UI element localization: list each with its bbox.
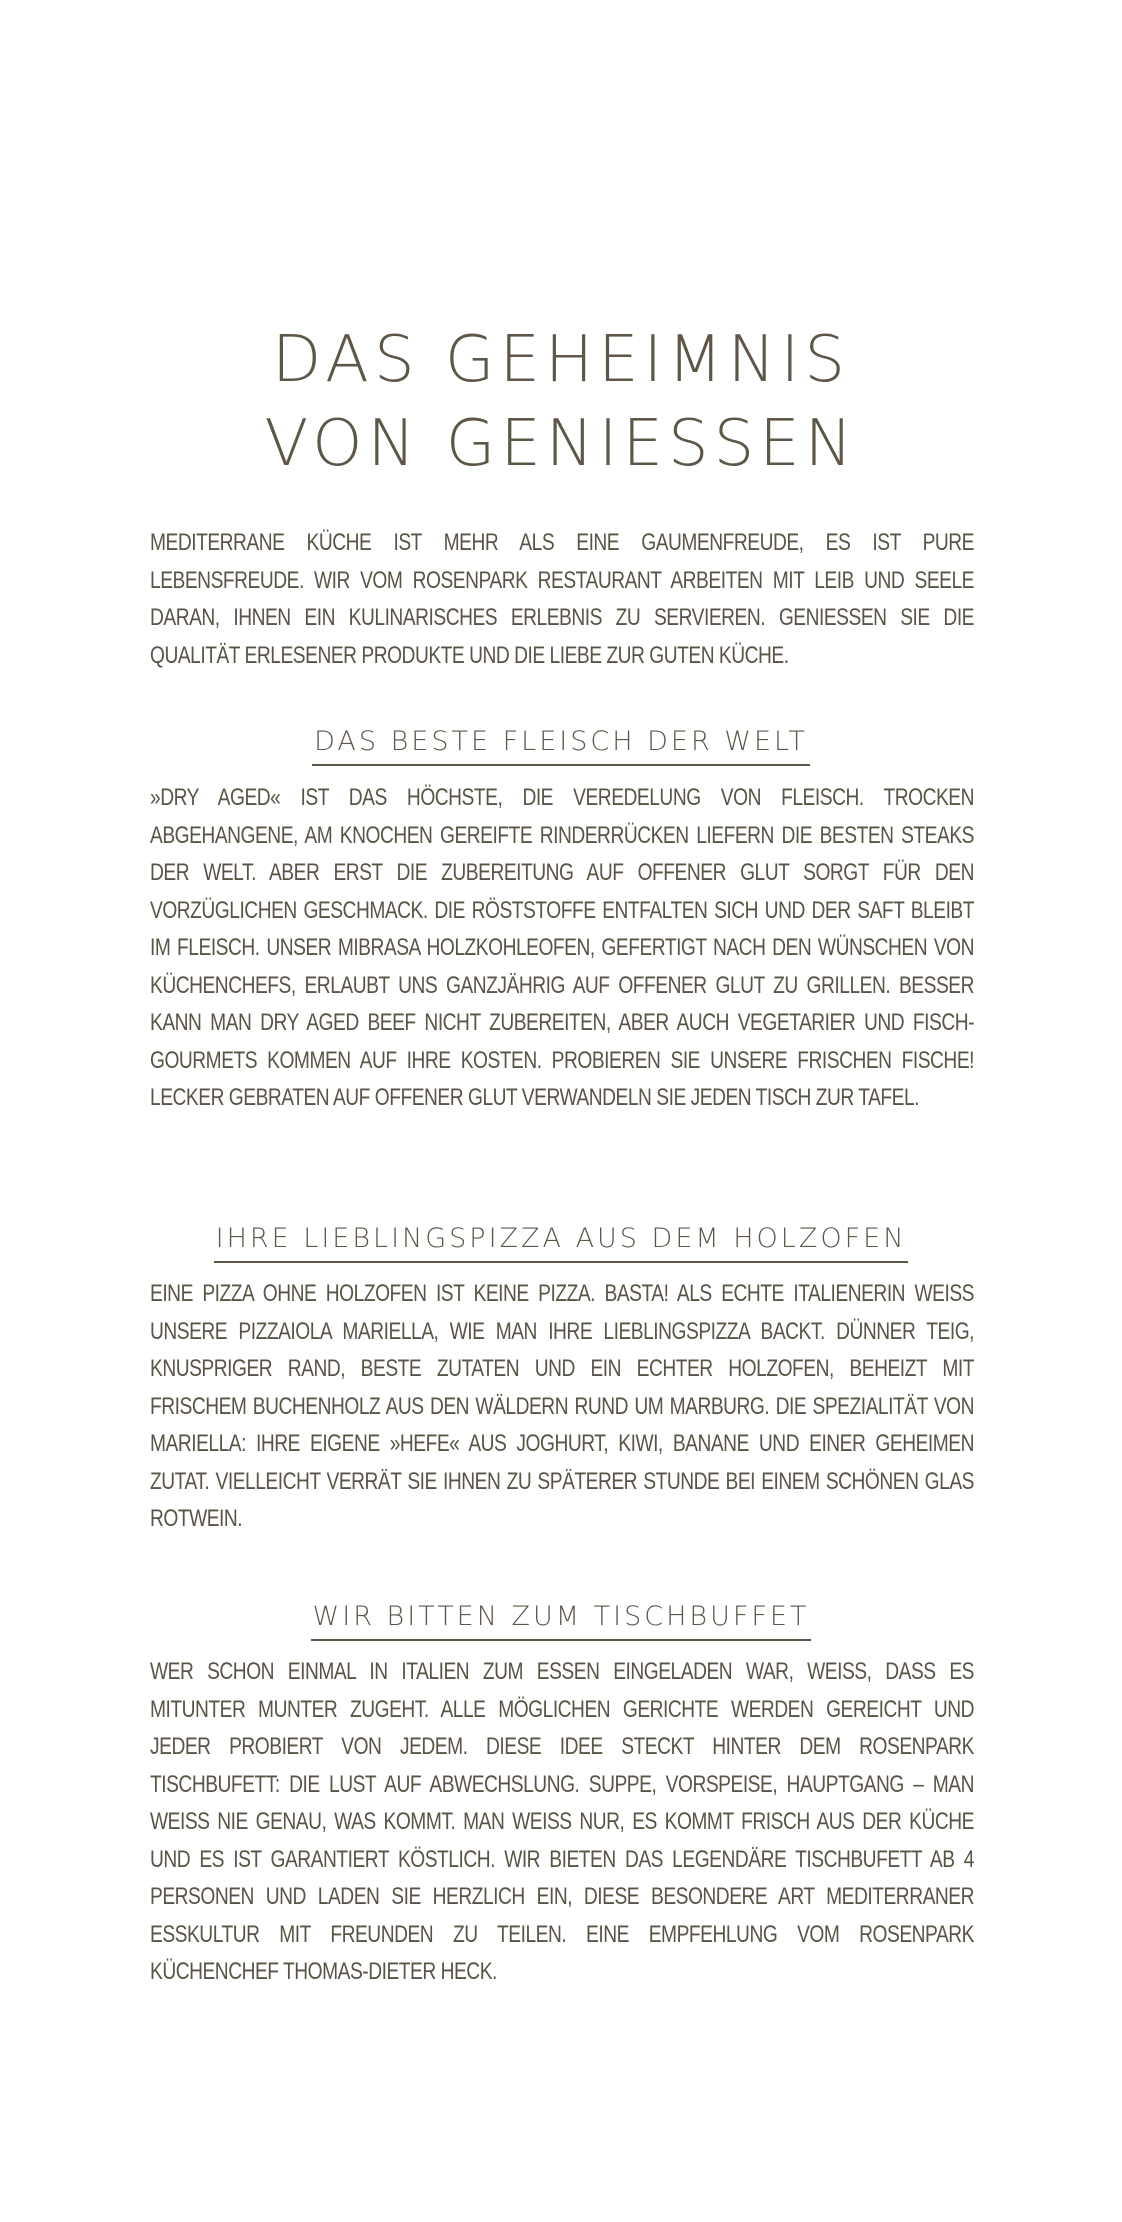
section-heading-fleisch [0,722,1122,766]
section-text-block-pizza [150,1275,974,1538]
section-text-block-fleisch [150,779,974,1117]
section-heading-tischbuffet-label: WIR BITTEN ZUM TISCHBUFFET [311,1597,812,1641]
section-heading-pizza-label: IHRE LIEBLINGSPIZZA AUS DEM HOLZOFEN [214,1219,909,1263]
page-title-line-1: DAS GEHEIMNIS [272,323,850,397]
intro-text: MEDITERRANE KÜCHE IST MEHR ALS EINE GAUMENFREUDE, ES IST PURE LEBENSFREUDE. WIR VOM ROSENPARK RESTAURANT ARBEITEN MIT LEIB UND SEELE DARAN, IHNEN EIN KULINARISCHES ERLEBNIS ZU SERVIEREN. GENIESSEN SIE DIE QUALITÄT ERLESENER PRODUKTE UND DIE LIEBE ZUR GUTEN KÜCHE. [150,529,974,669]
section-text-tischbuffet: WER SCHON EINMAL IN ITALIEN ZUM ESSEN EINGELADEN WAR, WEISS, DASS ES MITUNTER MUNTER ZUGEHT. ALLE MÖGLICHEN GERICHTE WERDEN GEREICHT UND JEDER PROBIERT VON JEDEM. DIESE IDEE STECKT HINTER DEM ROSENPARK TISCHBUFETT: DIE LUST AUF ABWECHSLUNG. SUPPE, VORSPEISE, HAUPTGANG – MAN WEISS NIE GENAU, WAS KOMMT. MAN WEISS NUR, ES KOMMT FRISCH AUS DER KÜCHE UND ES IST GARANTIERT KÖSTLICH. WIR BIETEN DAS LEGENDÄRE TISCHBUFETT AB 4 PERSONEN UND LADEN SIE HERZLICH EIN, DIESE BESONDERE ART MEDITERRANER ESSKULTUR MIT FREUNDEN ZU TEILEN. EINE EMPFEHLUNG VOM ROSENPARK KÜCHENCHEF THOMAS-DIETER HECK. [150,1658,974,1985]
intro-block [150,524,974,674]
section-heading-fleisch-label: DAS BESTE FLEISCH DER WELT [312,722,810,766]
page-title-line-2: VON GENIESSEN [264,407,858,481]
section-text-block-tischbuffet [150,1653,974,1991]
section-text-pizza: EINE PIZZA OHNE HOLZOFEN IST KEINE PIZZA. BASTA! ALS ECHTE ITALIENERIN WEISS UNSERE PIZZAIOLA MARIELLA, WIE MAN IHRE LIEBLINGSPIZZA BACKT. DÜNNER TEIG, KNUSPRIGER RAND, BESTE ZUTATEN UND EIN ECHTER HOLZOFEN, BEHEIZT MIT FRISCHEM BUCHENHOLZ AUS DEN WÄLDERN RUND UM MARBURG. DIE SPEZIALITÄT VON MARIELLA: IHRE EIGENE »HEFE« AUS JOGHURT, KIWI, BANANE UND EINER GEHEIMEN ZUTAT. VIELLEICHT VERRÄT SIE IHNEN ZU SPÄTERER STUNDE BEI EINEM SCHÖNEN GLAS ROTWEIN. [150,1280,974,1532]
section-heading-tischbuffet [0,1597,1122,1641]
section-text-fleisch: »DRY AGED« IST DAS HÖCHSTE, DIE VEREDELUNG VON FLEISCH. TROCKEN ABGEHANGENE, AM KNOCHEN GEREIFTE RINDERRÜCKEN LIEFERN DIE BESTEN STEAKS DER WELT. ABER ERST DIE ZUBEREITUNG AUF OFFENER GLUT SORGT FÜR DEN VORZÜGLICHEN GESCHMACK. DIE RÖSTSTOFFE ENTFALTEN SICH UND DER SAFT BLEIBT IM FLEISCH. UNSER MIBRASA HOLZKOHLEOFEN, GEFERTIGT NACH DEN WÜNSCHEN VON KÜCHENCHEFS, ERLAUBT UNS GANZJÄHRIG AUF OFFENER GLUT ZU GRILLEN. BESSER KANN MAN DRY AGED BEEF NICHT ZUBEREITEN, ABER AUCH VEGETARIER UND FISCH-GOURMETS KOMMEN AUF IHRE KOSTEN. PROBIEREN SIE UNSERE FRISCHEN FISCHE! LECKER GEBRATEN AUF OFFENER GLUT VERWANDELN SIE JEDEN TISCH ZUR TAFEL. [150,784,974,1111]
page-title [0,318,1122,486]
section-heading-pizza [0,1219,1122,1263]
